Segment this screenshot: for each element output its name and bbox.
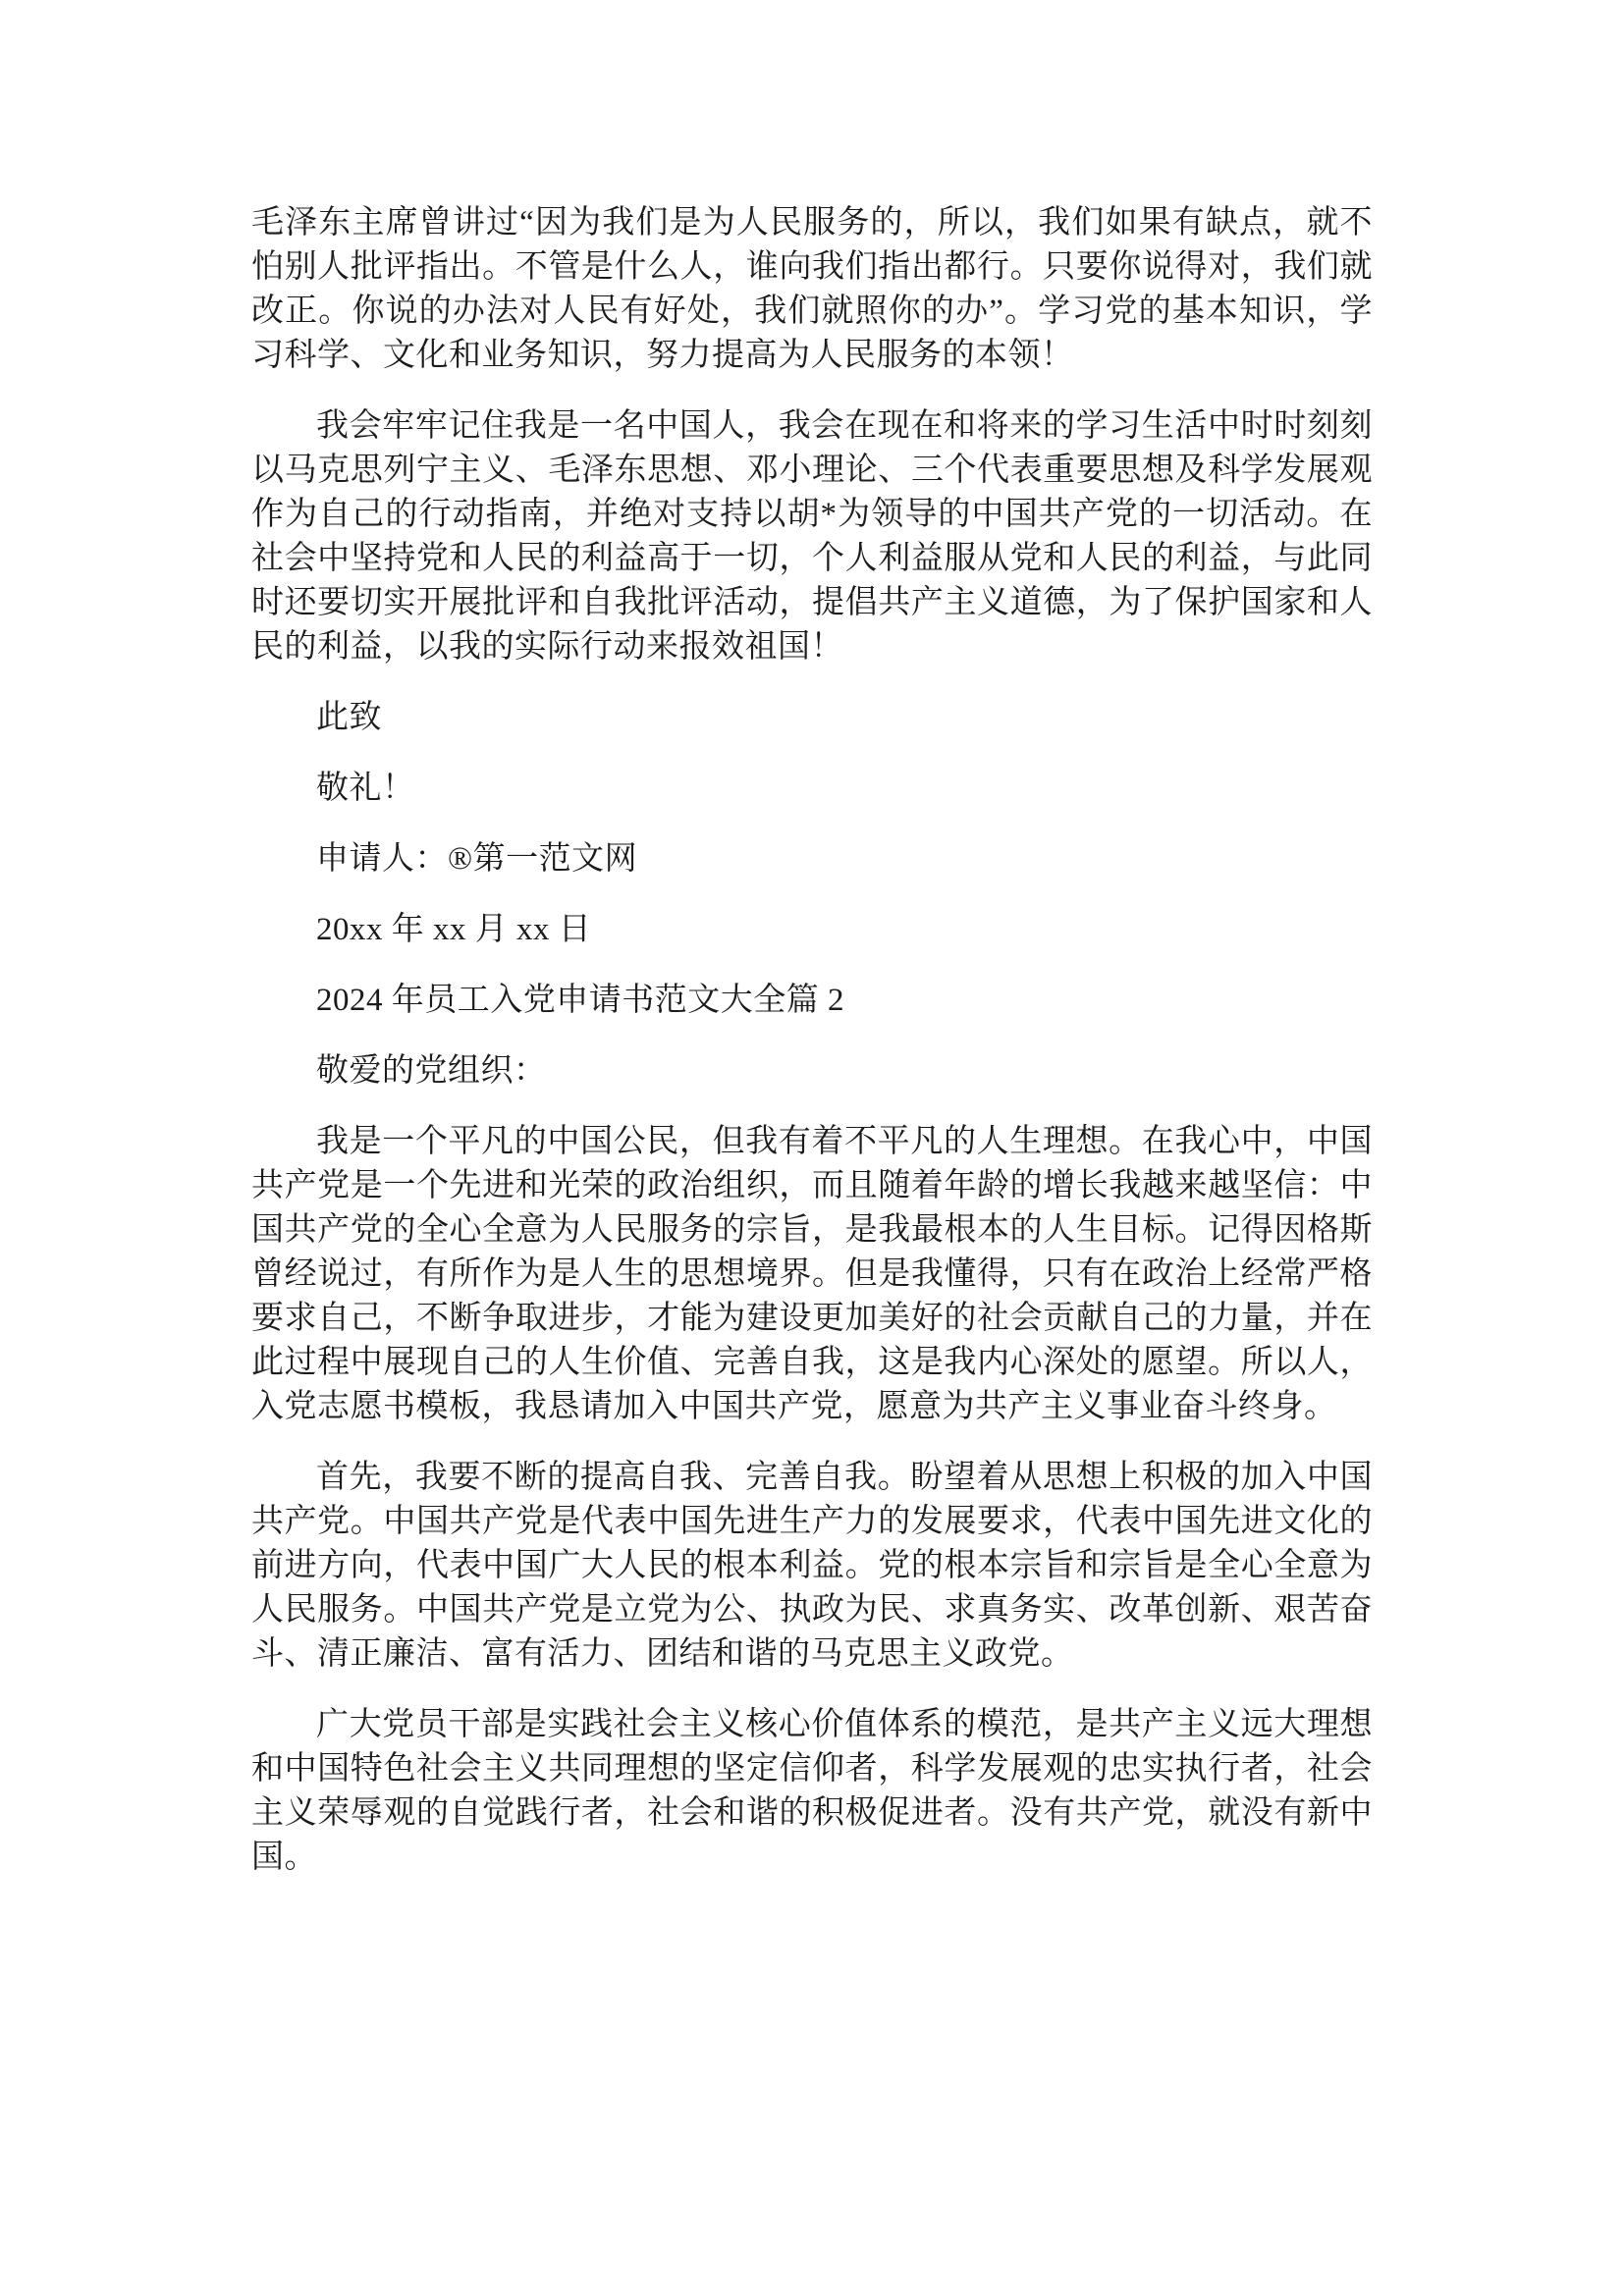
salutation: 敬爱的党组织： xyxy=(316,1053,547,1089)
body-paragraph-improve: 首先，我要不断的提高自我、完善自我。盼望着从思想上积极的加入中国共产党。中国共产党是代表中国先进生产力的发展要求，代表中国先进文化的前进方向，代表中国广大人民的根本利益。党的根本宗旨和宗旨是全心全意为人民服务。中国共产党是立党为公、执政为民、求真务实、改革创新、艰苦奋斗、清正廉洁、富有活力、团结和谐的马克思主义政党。 xyxy=(251,1460,1373,1672)
body-paragraph-cadres: 广大党员干部是实践社会主义核心价值体系的模范，是共产主义远大理想和中国特色社会主义共同理想的坚定信仰者，科学发展观的忠实执行者，社会主义荣辱观的自觉践行者，社会和谐的积极促进者。没有共产党，就没有新中国。 xyxy=(251,1707,1373,1875)
body-paragraph-pledge: 我会牢牢记住我是一名中国人，我会在现在和将来的学习生活中时时刻刻以马克思列宁主义、毛泽东思想、邓小理论、三个代表重要思想及科学发展观作为自己的行动指南，并绝对支持以胡*为领导的中国共产党的一切活动。在社会中坚持党和人民的利益高于一切，个人利益服从党和人民的利益，与此同时还要切实开展批评和自我批评活动，提倡共产主义道德，为了保护国家和人民的利益，以我的实际行动来报效祖国！ xyxy=(251,408,1373,665)
body-paragraph-ideal: 我是一个平凡的中国公民，但我有着不平凡的人生理想。在我心中，中国共产党是一个先进和光荣的政治组织，而且随着年龄的增长我越来越坚信：中国共产党的全心全意为人民服务的宗旨，是我最根本的人生目标。记得因格斯曾经说过，有所作为是人生的思想境界。但是我懂得，只有在政治上经常严格要求自己，不断争取进步，才能为建设更加美好的社会贡献自己的力量，并在此过程中展现自己的人生价值、完善自我，这是我内心深处的愿望。所以人，入党志愿书模板，我恳请加入中国共产党，愿意为共产主义事业奋斗终身。 xyxy=(251,1124,1373,1424)
section-title: 2024 年员工入党申请书范文大全篇 2 xyxy=(316,983,844,1018)
closing-cizhi: 此致 xyxy=(316,700,382,735)
body-paragraph-quote-mao: 毛泽东主席曾讲过“因为我们是为人民服务的，所以，我们如果有缺点，就不怕别人批评指出。不管是什么人，谁向我们指出都行。只要你说得对，我们就改正。你说的办法对人民有好处，我们就照你的办”。学习党的基本知识，学习科学、文化和业务知识，努力提高为人民服务的本领！ xyxy=(251,205,1373,373)
date-line: 20xx 年 xx 月 xx 日 xyxy=(316,912,592,947)
closing-salute: 敬礼！ xyxy=(316,771,415,806)
applicant-line: 申请人：®第一范文网 xyxy=(316,841,638,877)
